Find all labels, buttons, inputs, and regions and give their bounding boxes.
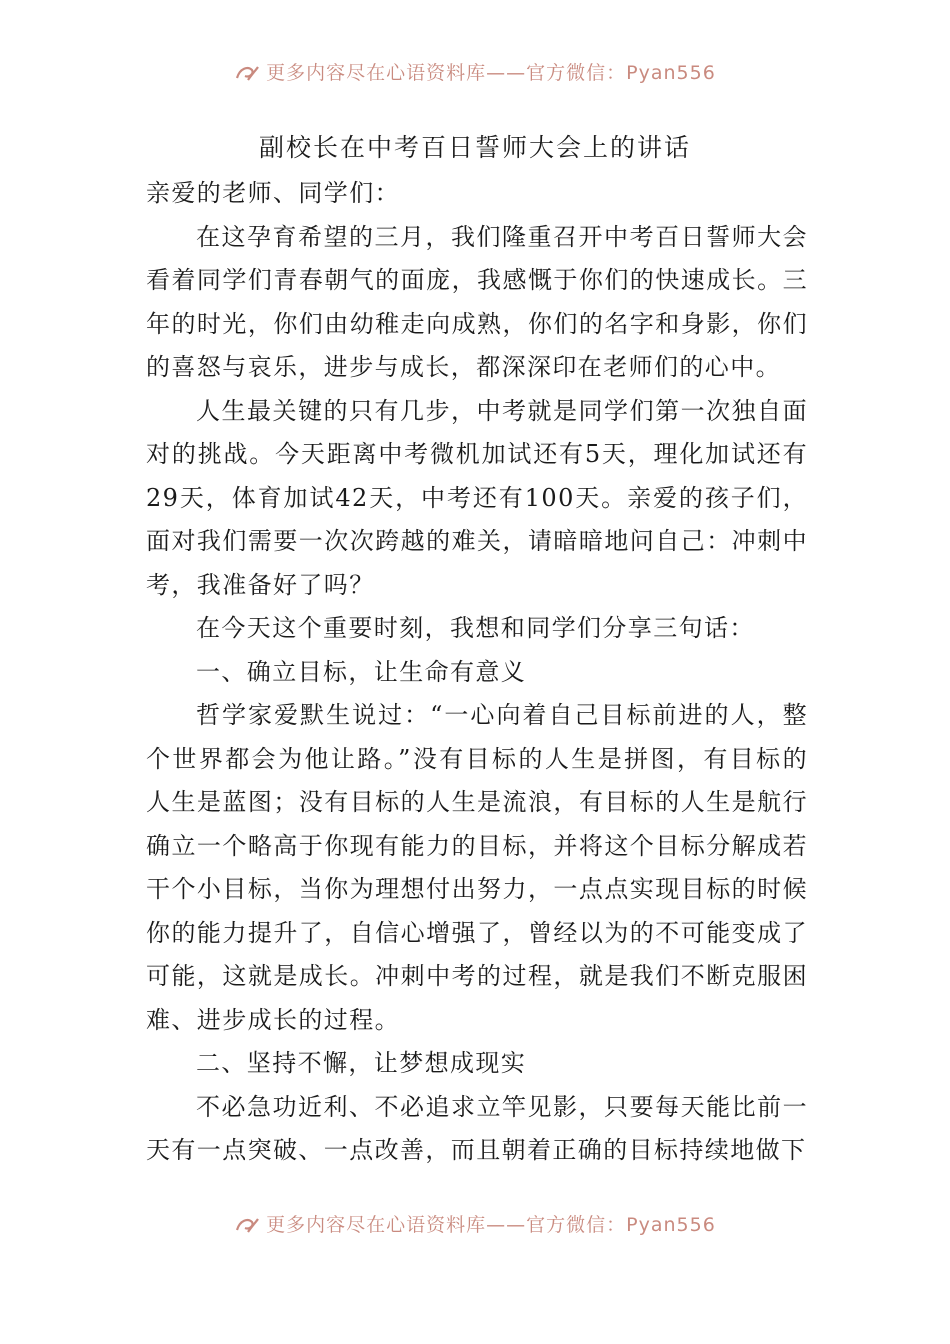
section-heading: 二、坚持不懈，让梦想成现实 bbox=[196, 1049, 527, 1077]
watermark-logo-icon bbox=[234, 1216, 260, 1234]
watermark-header bbox=[0, 58, 950, 85]
watermark-text: 更多内容尽在心语资料库——官方微信：Pyan556 bbox=[266, 62, 716, 84]
paragraph: 不必急功近利、不必追求立竿见影，只要每天能比前一天有一点突破、一点改善，而且朝着正确的目标持续地做下 bbox=[146, 1092, 808, 1164]
paragraph: 在这孕育希望的三月，我们隆重召开中考百日誓师大会看着同学们青春朝气的面庞，我感慨于你们的快速成长。三年的时光，你们由幼稚走向成熟，你们的名字和身影，你们的喜怒与哀乐，进步与成长，都深深印在老师们的心中。 bbox=[146, 222, 808, 381]
paragraph: 在今天这个重要时刻，我想和同学们分享三句话： bbox=[196, 614, 755, 642]
paragraph: 哲学家爱默生说过：“一心向着自己目标前进的人，整个世界都会为他让路。”没有目标的人生是拼图，有目标的人生是蓝图；没有目标的人生是流浪，有目标的人生是航行确立一个略高于你现有能力的目标，并将这个目标分解成若干个小目标，当你为理想付出努力，一点点实现目标的时候你的能力提升了，自信心增强了，曾经以为的不可能变成了可能，这就是成长。冲刺中考的过程，就是我们不断克服困难、进步成长的过程。 bbox=[146, 701, 808, 1034]
watermark-text: 更多内容尽在心语资料库——官方微信：Pyan556 bbox=[266, 1214, 716, 1236]
greeting: 亲爱的老师、同学们： bbox=[146, 179, 400, 207]
section-heading: 一、确立目标，让生命有意义 bbox=[196, 657, 527, 686]
document-title: 副校长在中考百日誓师大会上的讲话 bbox=[258, 133, 691, 162]
watermark-logo-icon bbox=[234, 64, 260, 82]
watermark-footer bbox=[0, 1210, 950, 1237]
paragraph: 人生最关键的只有几步，中考就是同学们第一次独自面对的挑战。今天距离中考微机加试还有5天，理化加试还有29天，体育加试42天，中考还有100天。亲爱的孩子们，面对我们需要一次次跨越的难关，请暗暗地问自己：冲刺中考，我准备好了吗？ bbox=[146, 396, 808, 599]
document-body bbox=[146, 172, 808, 1173]
